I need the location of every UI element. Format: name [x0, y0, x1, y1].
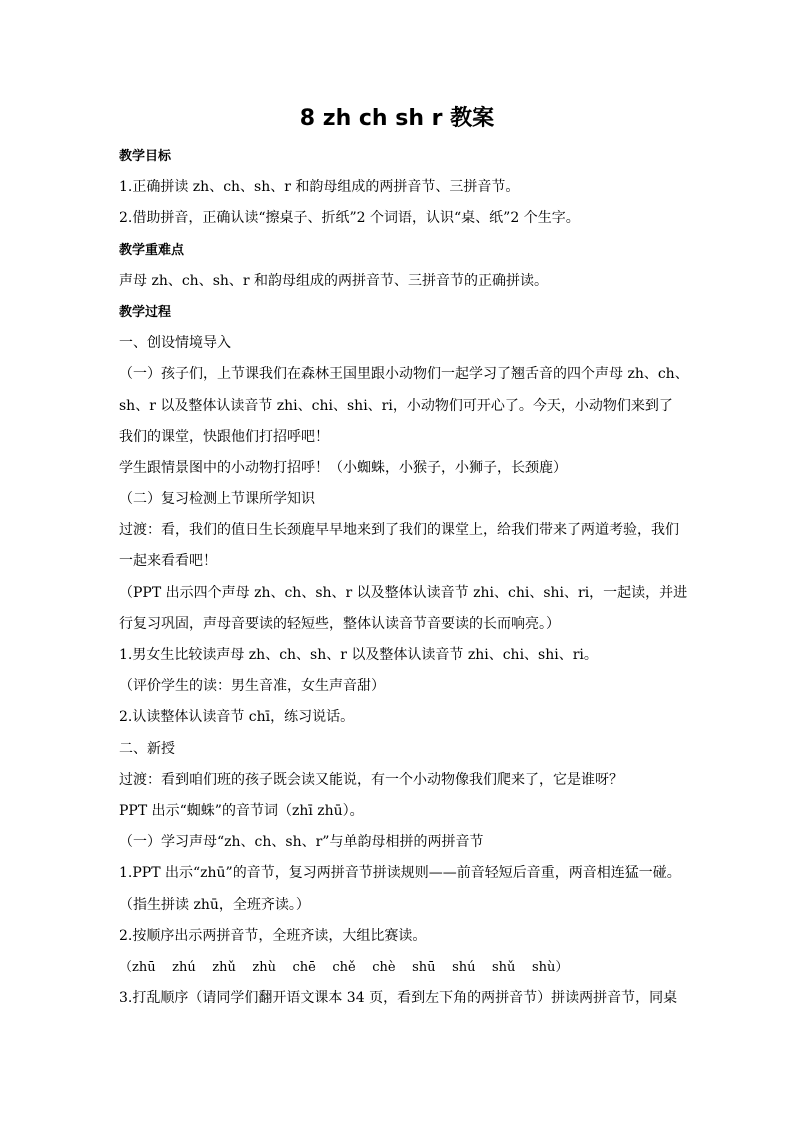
paragraph-line: 过渡：看到咱们班的孩子既会读又能说，有一个小动物像我们爬来了，它是谁呀？ — [119, 771, 623, 788]
paragraph-line: （二）复习检测上节课所学知识 — [119, 491, 315, 508]
paragraph-line: 过渡：看，我们的值日生长颈鹿早早地来到了我们的课堂上，给我们带来了两道考验，我们 — [119, 522, 679, 539]
paragraph-line: 2.认读整体认读音节 chī，练习说话。 — [119, 709, 355, 726]
paragraph-line: 一起来看看吧！ — [119, 553, 217, 570]
paragraph-line: PPT 出示“蜘蛛”的音节词（zhī zhū）。 — [119, 802, 364, 819]
paragraph-line: （指生拼读 zhū，全班齐读。） — [119, 896, 310, 913]
paragraph-line: 声母 zh、ch、sh、r 和韵母组成的两拼音节、三拼音节的正确拼读。 — [119, 272, 549, 289]
paragraph-line: （一）孩子们，上节课我们在森林王国里跟小动物们一起学习了翘舌音的四个声母 zh、ch、 — [119, 366, 689, 383]
subsection-heading: 一、创设情境导入 — [119, 335, 231, 352]
paragraph-line: 行复习巩固，声母音要读的轻短些，整体认读音节音要读的长而响亮。） — [119, 615, 560, 632]
paragraph-line: （评价学生的读：男生音准，女生声音甜） — [119, 678, 385, 695]
pinyin-syllable-list: （zhū zhú zhǔ zhù chē chě chè shū shú shǔ shù） — [119, 959, 569, 975]
paragraph-line: 1.正确拼读 zh、ch、sh、r 和韵母组成的两拼音节、三拼音节。 — [119, 179, 520, 196]
paragraph-line: 3.打乱顺序（请同学们翻开语文课本 34 页，看到左下角的两拼音节）拼读两拼音节，同桌 — [119, 990, 678, 1007]
document-title: 8 zh ch sh r 教案 — [299, 106, 495, 131]
section-heading: 教学过程 — [119, 304, 172, 320]
paragraph-line: 学生跟情景图中的小动物打招呼！（小蜘蛛，小猴子，小狮子，长颈鹿） — [119, 459, 567, 476]
paragraph-line: sh、r 以及整体认读音节 zhi、chi、shi、ri，小动物们可开心了。今天，小动物们来到了 — [119, 397, 673, 414]
paragraph-line: （一）学习声母“zh、ch、sh、r”与单韵母相拼的两拼音节 — [119, 834, 484, 851]
paragraph-line: 2.按顺序出示两拼音节，全班齐读，大组比赛读。 — [119, 927, 427, 944]
section-heading: 教学重难点 — [119, 242, 185, 258]
paragraph-line: 1.男女生比较读声母 zh、ch、sh、r 以及整体认读音节 zhi、chi、shi、ri。 — [119, 647, 598, 663]
document-body — [119, 141, 687, 1014]
paragraph-line: （PPT 出示四个声母 zh、ch、sh、r 以及整体认读音节 zhi、chi、shi、ri，一起读，并进 — [119, 584, 688, 601]
section-heading: 教学目标 — [119, 149, 172, 164]
paragraph-line: 我们的课堂，快跟他们打招呼吧！ — [119, 428, 329, 445]
paragraph-line: 1.PPT 出示“zhū”的音节，复习两拼音节拼读规则——前音轻短后音重，两音相连猛一碰。 — [119, 865, 681, 882]
paragraph-line: 2.借助拼音，正确认读“擦桌子、折纸”2 个词语，认识“桌、纸”2 个生字。 — [119, 210, 580, 227]
subsection-heading: 二、新授 — [119, 740, 175, 757]
